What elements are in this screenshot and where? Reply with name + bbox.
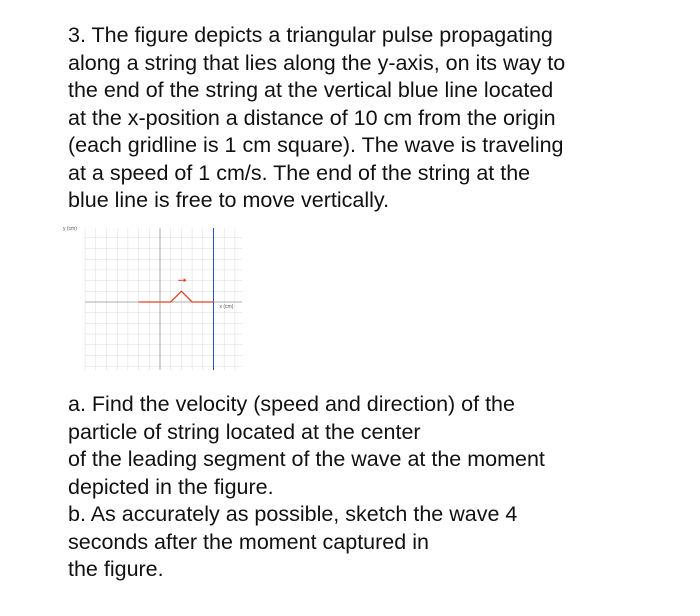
- gridlines: [85, 228, 242, 370]
- text-line: b. As accurately as possible, sketch the wave 4: [68, 502, 518, 526]
- propagation-arrow-icon: [178, 278, 186, 282]
- x-axis-label: x (cm): [219, 304, 234, 310]
- problem-statement: [68, 22, 565, 215]
- wave-figure: [60, 220, 260, 375]
- text-line: blue line is free to move vertically.: [68, 188, 390, 212]
- text-line: seconds after the moment captured in: [68, 529, 429, 554]
- arrow-head: [184, 278, 187, 282]
- text-line: the end of the string at the vertical blue line located: [68, 78, 554, 102]
- text-line: the figure.: [68, 557, 164, 581]
- text-line: of the leading segment of the wave at the moment: [68, 447, 545, 471]
- text-line: along a string that lies along the y-axis, on its way to: [68, 50, 566, 75]
- text-line: particle of string located at the center: [68, 419, 421, 444]
- text-line: a. Find the velocity (speed and direction) of the: [68, 392, 515, 416]
- text-line: at the x-position a distance of 10 cm from the origin: [68, 105, 556, 130]
- triangular-pulse-string: [139, 291, 214, 302]
- text-line: at a speed of 1 cm/s. The end of the string at the: [68, 160, 531, 185]
- y-axis-label: y (cm): [63, 226, 77, 232]
- text-line: (each gridline is 1 cm square). The wave is traveling: [68, 133, 564, 157]
- question-parts: [68, 391, 545, 584]
- text-line: depicted in the figure.: [68, 474, 274, 499]
- text-line: 3. The figure depicts a triangular pulse propagating: [68, 23, 553, 47]
